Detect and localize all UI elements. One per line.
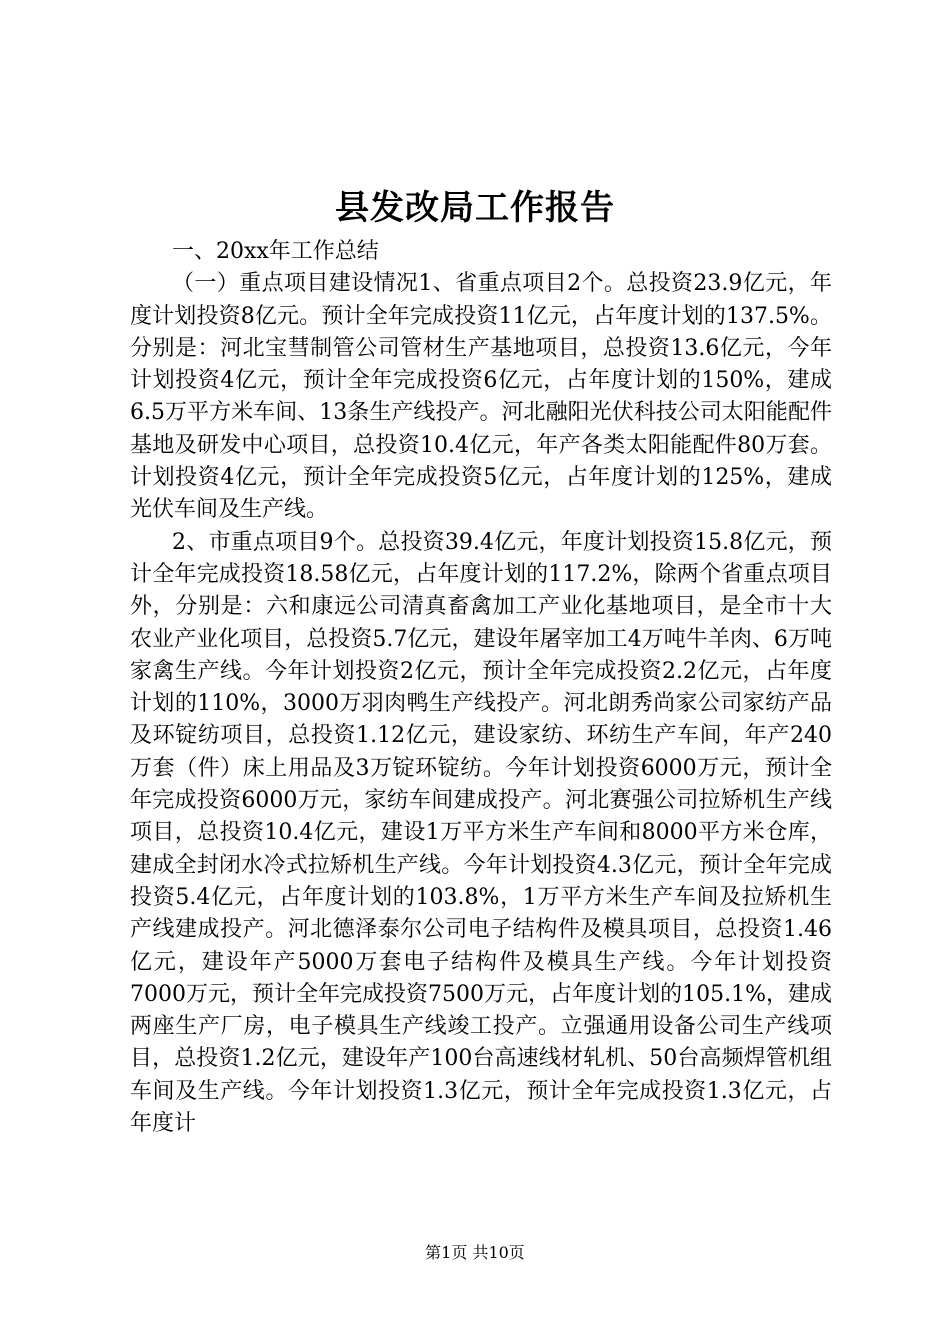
section-heading: 一、20xx年工作总结	[172, 239, 379, 264]
page-footer: 第1页 共10页	[425, 1243, 525, 1262]
paragraph: 2、市重点项目9个。总投资39.4亿元，年度计划投资15.8亿元，预计全年完成投资18.58亿元，占年度计划的117.2%，除两个省重点项目外，分别是：六和康远公司清真畜禽加工产业化基地项目，是全市十大农业产业化项目，总投资5.7亿元，建设年屠宰加工4万吨牛羊肉、6万吨家禽生产线。今年计划投资2亿元，预计全年完成投资2.2亿元，占年度计划的110%，3000万羽肉鸭生产线投产。河北朗秀尚家公司家纺产品及环锭纺项目，总投资1.12亿元，建设家纺、环纺生产车间，年产240万套（件）床上用品及3万锭环锭纺。今年计划投资6000万元，预计全年完成投资6000万元，家纺车间建成投产。河北赛强公司拉矫机生产线项目，总投资10.4亿元，建设1万平方米生产车间和8000平方米仓库，建成全封闭水冷式拉矫机生产线。今年计划投资4.3亿元，预计全年完成投资5.4亿元，占年度计划的103.8%，1万平方米生产车间及拉矫机生产线建成投产。河北德泽泰尔公司电子结构件及模具项目，总投资1.46亿元，建设年产5000万套电子结构件及模具生产线。今年计划投资7000万元，预计全年完成投资7500万元，占年度计划的105.1%，建成两座生产厂房，电子模具生产线竣工投产。立强通用设备公司生产线项目，总投资1.2亿元，建设年产100台高速线材轧机、50台高频焊管机组车间及生产线。今年计划投资1.3亿元，预计全年完成投资1.3亿元，占年度计	[130, 529, 832, 1137]
paragraph: （一）重点项目建设情况1、省重点项目2个。总投资23.9亿元，年度计划投资8亿元。预计全年完成投资11亿元，占年度计划的137.5%。分别是：河北宝彗制管公司管材生产基地项目，总投资13.6亿元，今年计划投资4亿元，预计全年完成投资6亿元，占年度计划的150%，建成6.5万平方米车间、13条生产线投产。河北融阳光伏科技公司太阳能配件基地及研发中心项目，总投资10.4亿元，年产各类太阳能配件80万套。计划投资4亿元，预计全年完成投资5亿元，占年度计划的125%，建成光伏车间及生产线。	[130, 271, 832, 523]
document-body	[130, 236, 832, 1140]
document-title: 县发改局工作报告	[335, 188, 615, 228]
